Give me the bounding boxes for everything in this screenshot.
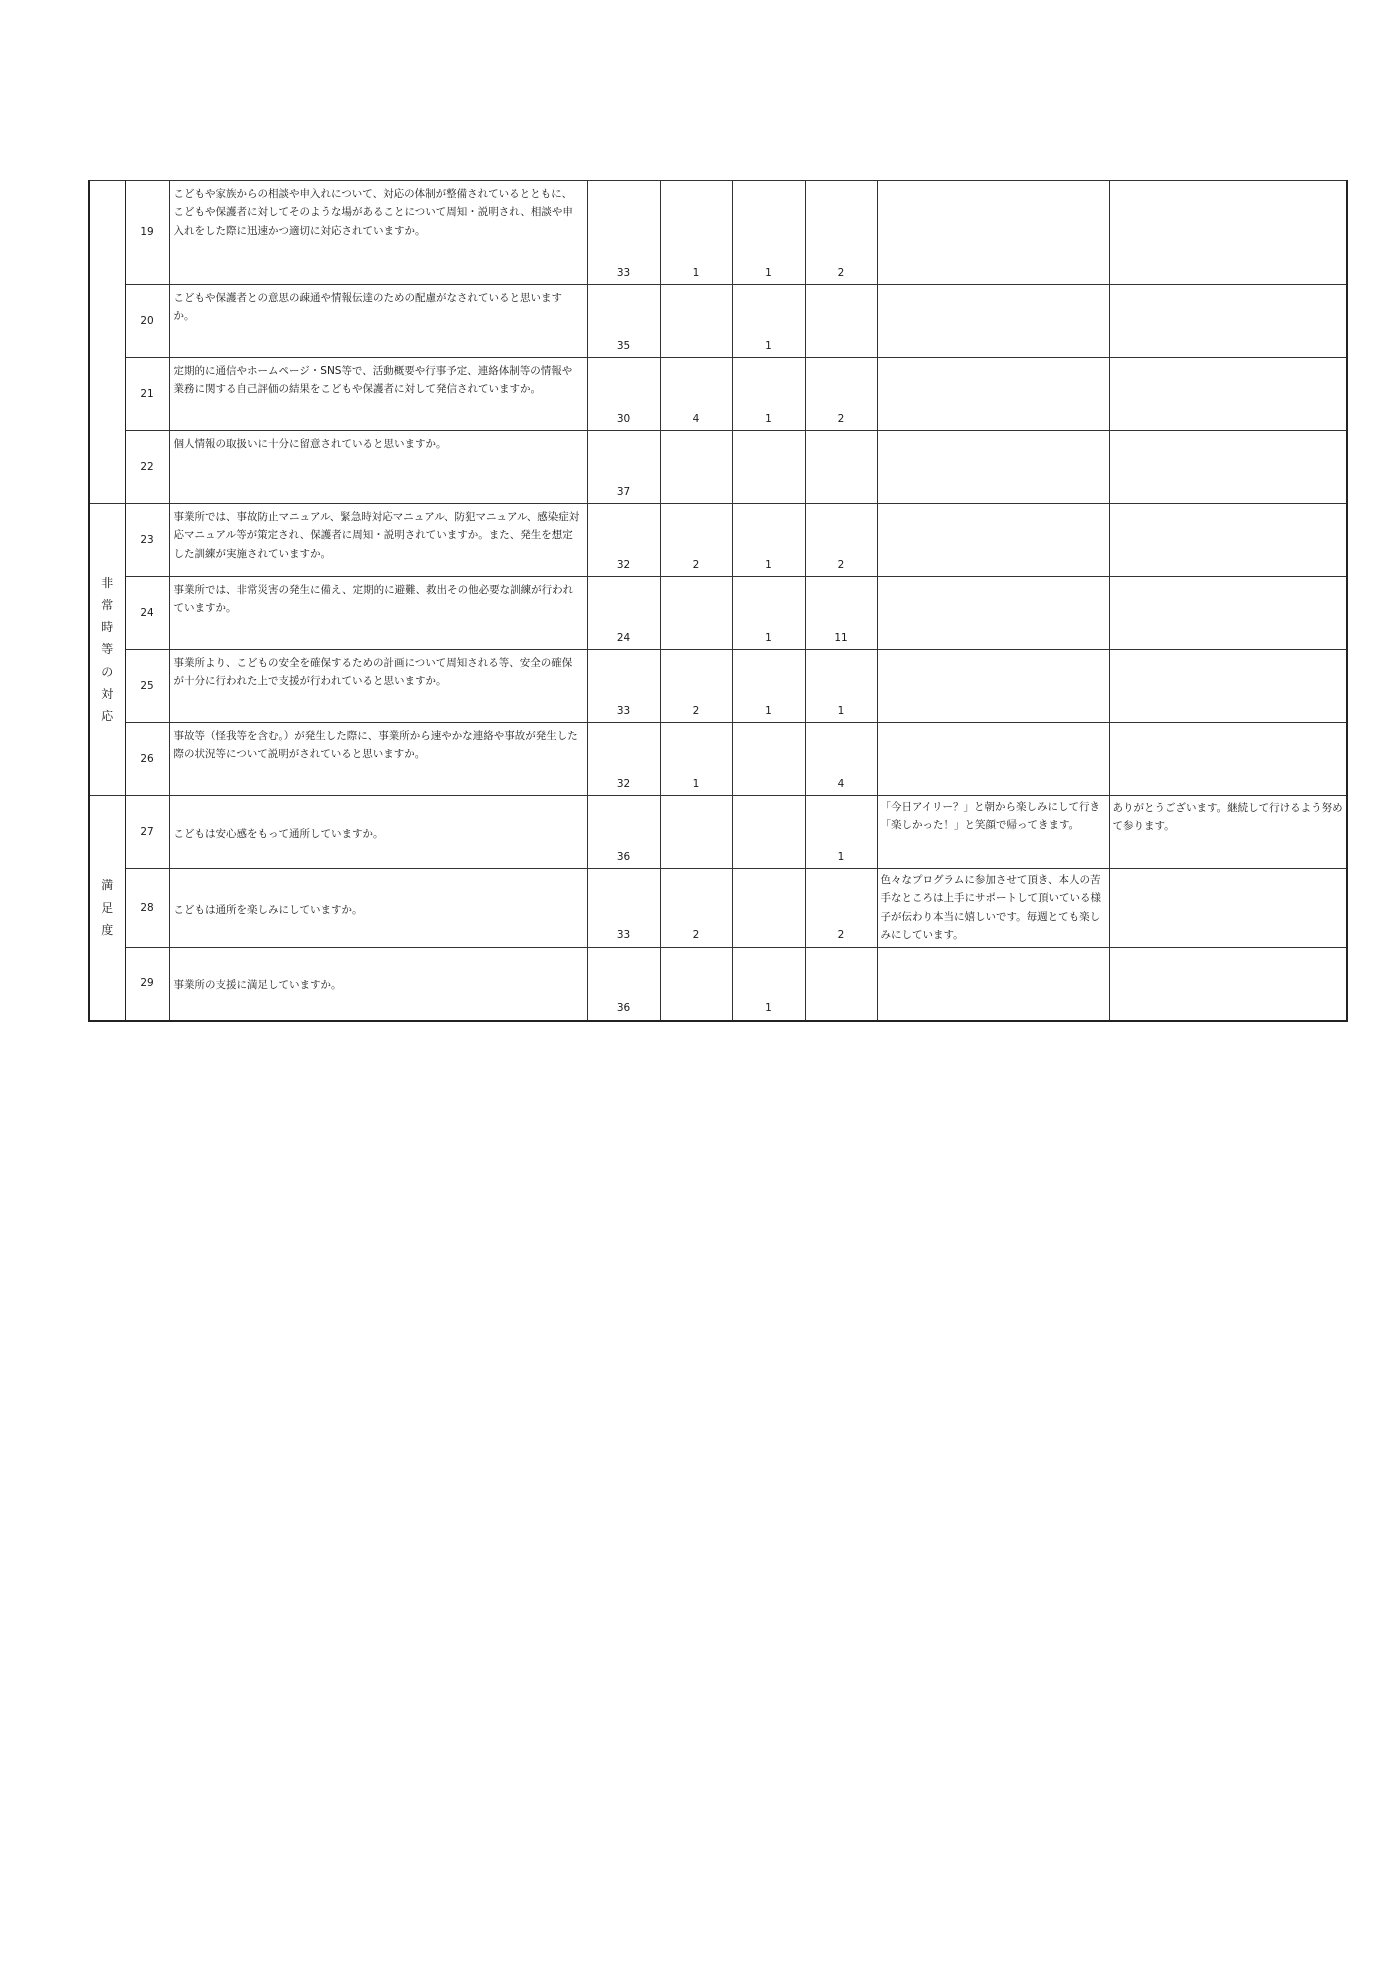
- question-text: 事業所より、こどもの安全を確保するための計画について周知される等、安全の確保が十分に行われた上で支援が行われていると思いますか。: [169, 650, 587, 723]
- count-no: [732, 431, 805, 504]
- count-somewhat: 2: [660, 650, 732, 723]
- count-yes: 33: [587, 869, 660, 948]
- provider-response: [1109, 723, 1347, 796]
- question-text: こどもは通所を楽しみにしていますか。: [169, 869, 587, 948]
- parent-comment: [877, 504, 1109, 577]
- count-unknown: 2: [805, 358, 877, 431]
- provider-response: [1109, 947, 1347, 1021]
- count-no: [732, 869, 805, 948]
- table-row: [89, 504, 1347, 577]
- parent-comment: [877, 181, 1109, 285]
- count-somewhat: 2: [660, 504, 732, 577]
- count-no: [732, 723, 805, 796]
- category-cell-blank: [89, 181, 125, 504]
- count-yes: 32: [587, 504, 660, 577]
- provider-response: [1109, 577, 1347, 650]
- count-yes: 24: [587, 577, 660, 650]
- item-number: 21: [125, 358, 169, 431]
- parent-comment: [877, 285, 1109, 358]
- category-label: 満足度: [101, 878, 114, 937]
- item-number: 24: [125, 577, 169, 650]
- parent-comment: [877, 650, 1109, 723]
- parent-comment: 色々なプログラムに参加させて頂き、本人の苦手なところは上手にサポートして頂いている様子が伝わり本当に嬉しいです。毎週とても楽しみにしています。: [877, 869, 1109, 948]
- parent-comment: [877, 577, 1109, 650]
- count-somewhat: 1: [660, 181, 732, 285]
- item-number: 23: [125, 504, 169, 577]
- count-no: [732, 796, 805, 869]
- table-row: [89, 577, 1347, 650]
- count-yes: 35: [587, 285, 660, 358]
- count-unknown: 1: [805, 650, 877, 723]
- parent-comment: 「今日アイリー？」と朝から楽しみにして行き「楽しかった！」と笑顔で帰ってきます。: [877, 796, 1109, 869]
- provider-response: [1109, 431, 1347, 504]
- question-text: こどもは安心感をもって通所していますか。: [169, 796, 587, 869]
- item-number: 28: [125, 869, 169, 948]
- count-somewhat: [660, 577, 732, 650]
- count-yes: 33: [587, 650, 660, 723]
- category-satisfaction: [89, 796, 125, 1021]
- parent-comment: [877, 431, 1109, 504]
- count-somewhat: [660, 947, 732, 1021]
- provider-response: [1109, 358, 1347, 431]
- table-row: [89, 869, 1347, 948]
- question-text: 事業所の支援に満足していますか。: [169, 947, 587, 1021]
- item-number: 26: [125, 723, 169, 796]
- evaluation-table: [88, 180, 1348, 1022]
- count-unknown: 1: [805, 796, 877, 869]
- category-label: 非常時等の対応: [101, 575, 114, 723]
- provider-response: ありがとうございます。継続して行けるよう努めて参ります。: [1109, 796, 1347, 869]
- count-somewhat: [660, 431, 732, 504]
- question-text: こどもや家族からの相談や申入れについて、対応の体制が整備されているとともに、こどもや保護者に対してそのような場があることについて周知・説明され、相談や申入れをした際に迅速かつ適切に対応されていますか。: [169, 181, 587, 285]
- provider-response: [1109, 650, 1347, 723]
- count-unknown: 2: [805, 869, 877, 948]
- count-yes: 30: [587, 358, 660, 431]
- question-text: 定期的に通信やホームページ・SNS等で、活動概要や行事予定、連絡体制等の情報や業務に関する自己評価の結果をこどもや保護者に対して発信されていますか。: [169, 358, 587, 431]
- provider-response: [1109, 504, 1347, 577]
- item-number: 19: [125, 181, 169, 285]
- provider-response: [1109, 869, 1347, 948]
- count-no: 1: [732, 577, 805, 650]
- count-no: 1: [732, 650, 805, 723]
- count-no: 1: [732, 181, 805, 285]
- parent-comment: [877, 947, 1109, 1021]
- count-unknown: [805, 431, 877, 504]
- count-yes: 36: [587, 947, 660, 1021]
- question-text: 事業所では、非常災害の発生に備え、定期的に避難、救出その他必要な訓練が行われていますか。: [169, 577, 587, 650]
- count-unknown: 4: [805, 723, 877, 796]
- count-somewhat: 4: [660, 358, 732, 431]
- item-number: 25: [125, 650, 169, 723]
- item-number: 27: [125, 796, 169, 869]
- count-no: 1: [732, 504, 805, 577]
- count-unknown: [805, 285, 877, 358]
- count-yes: 37: [587, 431, 660, 504]
- item-number: 20: [125, 285, 169, 358]
- question-text: こどもや保護者との意思の疎通や情報伝達のための配慮がなされていると思いますか。: [169, 285, 587, 358]
- count-yes: 32: [587, 723, 660, 796]
- count-no: 1: [732, 285, 805, 358]
- table-row: [89, 358, 1347, 431]
- question-text: 事業所では、事故防止マニュアル、緊急時対応マニュアル、防犯マニュアル、感染症対応マニュアル等が策定され、保護者に周知・説明されていますか。また、発生を想定した訓練が実施されていますか。: [169, 504, 587, 577]
- count-somewhat: 2: [660, 869, 732, 948]
- count-yes: 36: [587, 796, 660, 869]
- table-row: [89, 650, 1347, 723]
- table-row: [89, 723, 1347, 796]
- table-row: [89, 947, 1347, 1021]
- count-somewhat: 1: [660, 723, 732, 796]
- table-row: [89, 796, 1347, 869]
- count-yes: 33: [587, 181, 660, 285]
- parent-comment: [877, 358, 1109, 431]
- question-text: 個人情報の取扱いに十分に留意されていると思いますか。: [169, 431, 587, 504]
- count-unknown: 11: [805, 577, 877, 650]
- count-no: 1: [732, 358, 805, 431]
- count-no: 1: [732, 947, 805, 1021]
- provider-response: [1109, 181, 1347, 285]
- category-emergency: [89, 504, 125, 796]
- count-somewhat: [660, 285, 732, 358]
- count-unknown: 2: [805, 504, 877, 577]
- parent-comment: [877, 723, 1109, 796]
- provider-response: [1109, 285, 1347, 358]
- item-number: 29: [125, 947, 169, 1021]
- question-text: 事故等（怪我等を含む。）が発生した際に、事業所から速やかな連絡や事故が発生した際の状況等について説明がされていると思いますか。: [169, 723, 587, 796]
- count-unknown: 2: [805, 181, 877, 285]
- item-number: 22: [125, 431, 169, 504]
- table-row: [89, 181, 1347, 285]
- count-somewhat: [660, 796, 732, 869]
- table-row: [89, 431, 1347, 504]
- table-row: [89, 285, 1347, 358]
- count-unknown: [805, 947, 877, 1021]
